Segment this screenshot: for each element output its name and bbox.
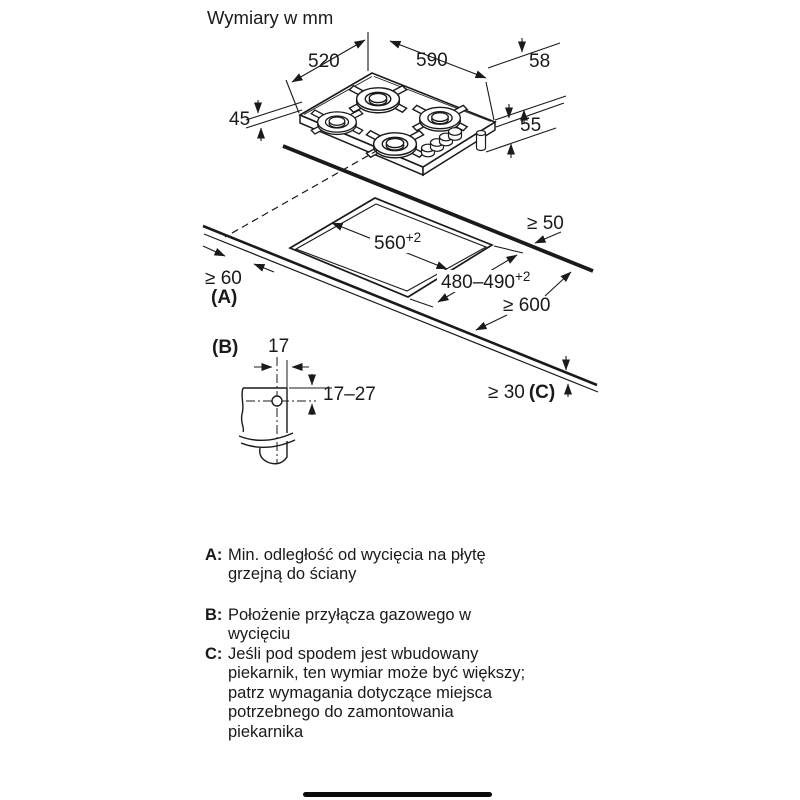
note-c-label: C: <box>205 645 223 663</box>
dim-58-label: 58 <box>529 51 551 72</box>
dim-45 <box>246 100 302 141</box>
hob-drawing <box>300 73 495 175</box>
svg-text:(B): (B) <box>212 337 239 358</box>
page-title: Wymiary w mm <box>207 7 334 28</box>
svg-text:≥ 50: ≥ 50 <box>527 213 564 234</box>
dim-17-27-label: 17–27 <box>323 384 376 405</box>
dim-45-label: 45 <box>229 109 251 130</box>
dim-17-label: 17 <box>268 336 290 357</box>
note-b-label: B: <box>205 606 223 624</box>
dim-worktop-thickness <box>488 356 568 403</box>
svg-text:(A): (A) <box>211 287 238 308</box>
note-c-text: Jeśli pod spodem jest wbudowany piekarnik, ten wymiar może być większy; patrz wymagania dotyczące miejsca potrzebnego do zamontowania piekarnika <box>228 645 526 741</box>
svg-text:≥ 60: ≥ 60 <box>205 268 242 289</box>
burner-back <box>349 86 406 113</box>
note-b-text: Położenie przyłącza gazowego w wycięciu <box>228 606 472 644</box>
dim-58 <box>488 38 566 124</box>
svg-text:480–490+2: $480-490^{+2}$ <box>441 269 531 293</box>
dim-wall-clearance <box>203 246 274 308</box>
dim-rear-clearance <box>527 213 564 243</box>
detail-b <box>212 336 376 464</box>
burner-left <box>311 110 363 134</box>
dim-520-label: 520 <box>308 51 340 72</box>
note-a-label: A: <box>205 546 223 564</box>
dim-55-label: 55 <box>520 115 542 136</box>
svg-text:≥ 30(C): ≥ 30 (C) <box>488 382 556 403</box>
svg-text:560+2: $560^{+2}$ <box>374 230 422 254</box>
svg-text:≥ 600: ≥ 600 <box>503 295 551 316</box>
dim-590-label: 590 <box>416 50 448 71</box>
gas-pipe <box>477 131 486 151</box>
home-indicator-bar <box>303 792 492 797</box>
burner-right <box>413 105 467 131</box>
wall-projection-dashed-line <box>225 150 378 237</box>
note-a-text: Min. odległość od wycięcia na płytę grzejną do ściany <box>228 546 486 584</box>
gas-bracket-section <box>239 388 295 464</box>
dim-560 <box>332 223 447 269</box>
burner-front <box>366 131 423 158</box>
